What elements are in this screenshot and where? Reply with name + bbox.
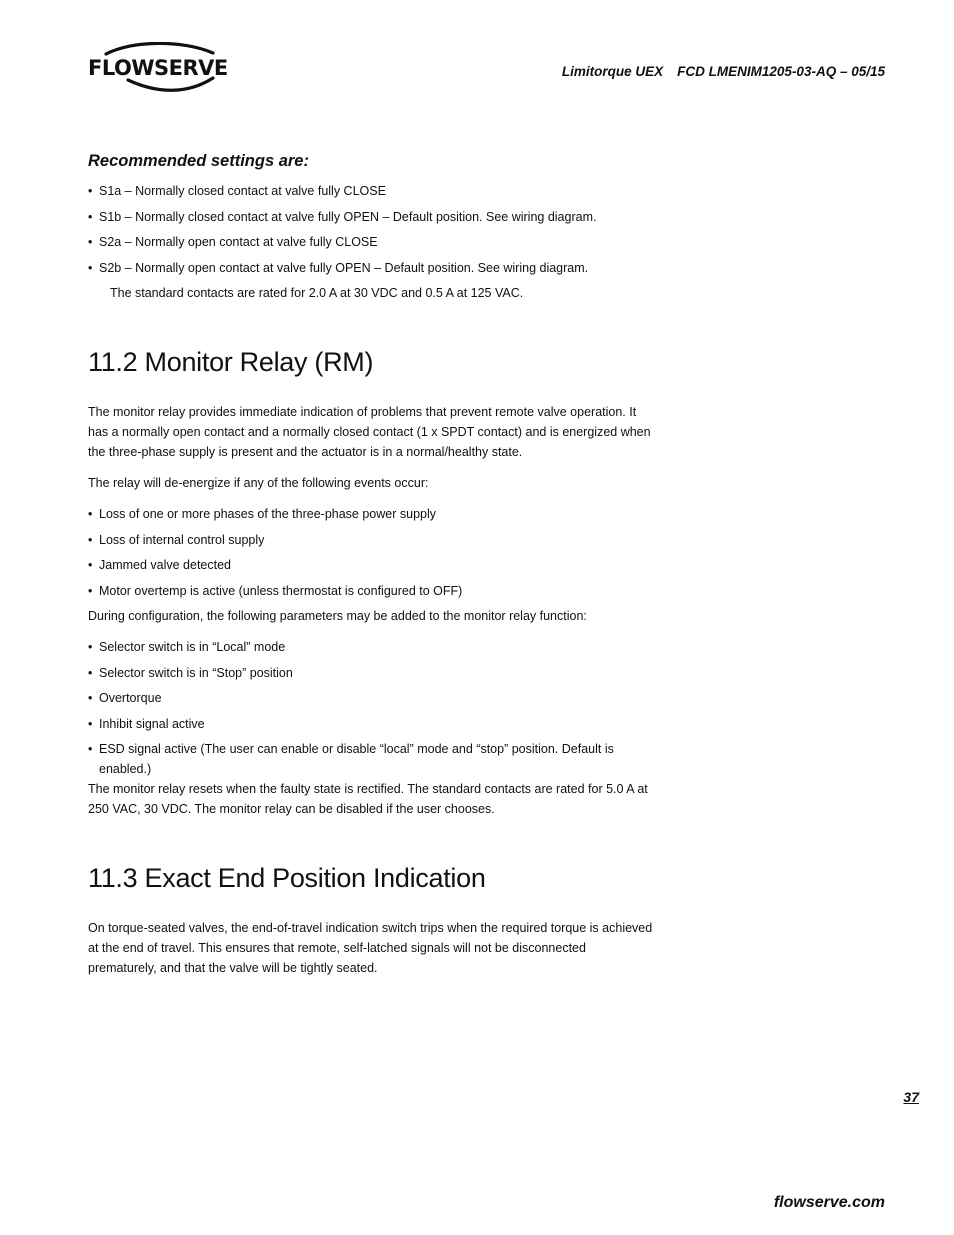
list-item: • ESD signal active (The user can enable or disable “local” mode and “stop” position. Default is enabled.) bbox=[88, 739, 654, 779]
monitor-relay-closing: The monitor relay resets when the faulty state is rectified. The standard contacts are rated for 5.0 A at 250 VAC, 30 VDC. The monitor relay can be disabled if the user chooses. bbox=[88, 782, 648, 816]
list-item: • S2b – Normally open contact at valve fully OPEN – Default position. See wiring diagram. bbox=[88, 258, 654, 278]
events-list bbox=[88, 504, 654, 601]
list-item: • S1a – Normally closed contact at valve fully CLOSE bbox=[88, 181, 654, 201]
monitor-relay-intro: The monitor relay provides immediate indication of problems that prevent remote valve operation. It has a normally open contact and a normally closed contact (1 x SPDT contact) and is energized when the three-phase supply is present and the actuator is in a normal/healthy state. bbox=[88, 405, 651, 459]
footer-website: flowserve.com bbox=[773, 1194, 885, 1211]
list-item: • Motor overtemp is active (unless thermostat is configured to OFF) bbox=[88, 581, 654, 601]
recommended-settings-heading: Recommended settings are: bbox=[88, 152, 309, 170]
list-item: • S2a – Normally open contact at valve fully CLOSE bbox=[88, 232, 654, 252]
list-item: • Selector switch is in “Local” mode bbox=[88, 637, 654, 657]
end-position-body: On torque-seated valves, the end-of-travel indication switch trips when the required torque is achieved at the end of travel. This ensures that remote, self-latched signals will not be disconnected prematurely, and that the valve will be tightly seated. bbox=[88, 921, 653, 975]
list-item: • Loss of internal control supply bbox=[88, 530, 654, 550]
document-code: FCD LMENIM1205-03-AQ – 05/15 bbox=[677, 64, 885, 79]
events-lead: The relay will de-energize if any of the following events occur: bbox=[88, 476, 429, 490]
page-content bbox=[88, 152, 654, 989]
list-item: • S1b – Normally closed contact at valve fully OPEN – Default position. See wiring diagram. bbox=[88, 207, 654, 227]
logo-wordmark: FLOWSERVE bbox=[88, 56, 228, 80]
params-lead: During configuration, the following parameters may be added to the monitor relay function: bbox=[88, 609, 587, 623]
recommended-settings-list bbox=[88, 181, 654, 278]
list-item: • Selector switch is in “Stop” position bbox=[88, 663, 654, 683]
list-item: • Overtorque bbox=[88, 688, 654, 708]
document-header bbox=[562, 64, 885, 79]
section-title-end-position: 11.3 Exact End Position Indication bbox=[88, 863, 486, 893]
product-name: Limitorque UEX bbox=[561, 64, 664, 79]
contact-rating-note: The standard contacts are rated for 2.0 A at 30 VDC and 0.5 A at 125 VAC. bbox=[110, 286, 524, 300]
list-item: • Jammed valve detected bbox=[88, 555, 654, 575]
page-number: 37 bbox=[903, 1089, 919, 1105]
params-list bbox=[88, 637, 654, 779]
section-title-monitor-relay: 11.2 Monitor Relay (RM) bbox=[88, 347, 374, 377]
list-item: • Loss of one or more phases of the three-phase power supply bbox=[88, 504, 654, 524]
flowserve-logo bbox=[88, 42, 228, 94]
list-item: • Inhibit signal active bbox=[88, 714, 654, 734]
